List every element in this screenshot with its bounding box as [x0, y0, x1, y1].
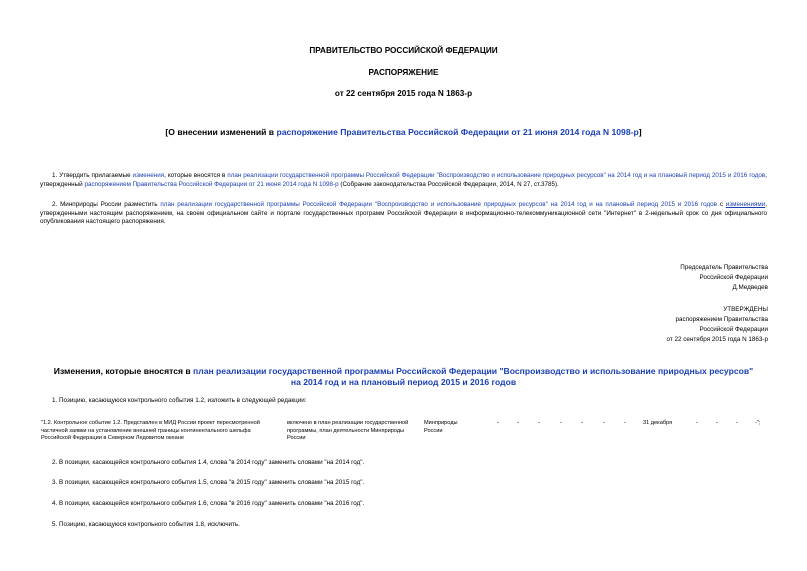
subject-suffix: ]: [638, 127, 642, 137]
para1-link-plan[interactable]: план реализации государственной программы Российской Федерации "Воспроизводство и использование природных ресурсов" на 2014 год и на плановый период 2015 и 2016 годов: [227, 172, 766, 179]
government-name: ПРАВИТЕЛЬСТВО РОССИЙСКОЙ ФЕДЕРАЦИИ: [309, 46, 498, 55]
item-2: 2. В позиции, касающейся контрольного события 1.4, слова "в 2014 году" заменить словами "на 2014 год".: [52, 459, 365, 466]
approved-by: распоряжением Правительства: [675, 316, 768, 323]
approved-label: УТВЕРЖДЕНЫ: [723, 306, 768, 313]
item-4: 4. В позиции, касающейся контрольного события 1.6, слова "в 2016 году" заменить словами "на 2016 год".: [52, 500, 365, 507]
document-date-number: от 22 сентября 2015 года N 1863-р: [334, 89, 473, 98]
paragraph-2: [40, 201, 767, 227]
approval-block: [508, 305, 768, 345]
document-subject: [0, 127, 807, 137]
paragraph-1: [40, 172, 767, 189]
table-row-end: -";: [755, 420, 761, 426]
subject-link[interactable]: распоряжение Правительства Российской Федерации от 21 июня 2014 года N 1098-р: [276, 127, 639, 137]
table-cell-event: "1.2. Контрольное событие 1.2. Представлен в МИД России проект пересмотренной частичной заявки на установление внешней границы континентального шельфа Российской Федерации в Северном Ледовитом океане: [41, 420, 260, 442]
item-5: 5. Позицию, касающуюся контрольного события 1.8, исключить.: [52, 521, 240, 528]
signature-name: Д.Медведев: [732, 284, 768, 291]
changes-title-link-1[interactable]: план реализации государственной программы Российской Федерации "Воспроизводство и использование природных ресурсов": [193, 366, 754, 376]
approved-country: Российской Федерации: [699, 326, 768, 333]
changes-title-link-2[interactable]: на 2014 год и на плановый период 2015 и 2016 годов: [290, 377, 517, 387]
table-cell-deadline: 31 декабря: [643, 420, 673, 426]
para1-text-3: , утвержденный: [40, 172, 768, 188]
table-dash: -: [497, 420, 499, 426]
changes-title-prefix: Изменения, которые вносятся в: [53, 366, 194, 376]
para1-link-order[interactable]: распоряжением Правительства Российской Федерации от 21 июня 2014 года N 1098-р: [84, 180, 339, 188]
para2-link-changes[interactable]: изменениями: [725, 201, 766, 208]
table-dash: -: [696, 420, 698, 426]
para2-text-2: с: [717, 201, 726, 208]
changes-title: [0, 366, 807, 388]
para2-text-1: 2. Минприроды России разместить: [52, 201, 161, 208]
table-cell-status: включено в план реализации государственной программы, план деятельности Минприроды России: [287, 420, 409, 442]
signature-position: Председатель Правительства: [680, 264, 768, 271]
para2-link-plan[interactable]: план реализации государственной программы Российской Федерации "Воспроизводство и использование природных ресурсов" на 2014 год и на плановый период 2015 и 2016 годов: [160, 201, 717, 208]
para1-text-2: , которые вносятся в: [164, 172, 228, 179]
table-cell-responsible: Минприроды России: [424, 420, 458, 434]
table-dash: -: [603, 420, 605, 426]
table-dash: -: [560, 420, 562, 426]
item-3: 3. В позиции, касающейся контрольного события 1.5, слова "в 2015 году" заменить словами "на 2015 год".: [52, 479, 365, 486]
approved-date: от 22 сентября 2015 года N 1863-р: [666, 336, 768, 343]
subject-prefix: [О внесении изменений в: [165, 127, 277, 137]
para1-text-4: (Собрание законодательства Российской Федерации, 2014, N 27, ст.3785).: [338, 180, 559, 188]
table-dash: -: [581, 420, 583, 426]
document-type: РАСПОРЯЖЕНИЕ: [368, 68, 439, 77]
signature-block: [508, 263, 768, 293]
signature-country: Российской Федерации: [699, 274, 768, 281]
table-dash: -: [624, 420, 626, 426]
table-dash: -: [736, 420, 738, 426]
table-dash: -: [538, 420, 540, 426]
table-dash: -: [716, 420, 718, 426]
item-1: 1. Позицию, касающуюся контрольного события 1.2, изложить в следующей редакции:: [52, 397, 307, 404]
para1-link-changes[interactable]: изменения: [132, 172, 165, 179]
table-dash: -: [517, 420, 519, 426]
para1-text-1: 1. Утвердить прилагаемые: [52, 172, 133, 179]
para2-text-3: , утвержденными настоящим распоряжением, на своем официальном сайте и портале государственных программ Российской Федерации в информационно-телекоммуникационной сети "Интернет" в 2-недельный срок со дня официального опубликования настоящего распоряжения.: [40, 201, 767, 226]
